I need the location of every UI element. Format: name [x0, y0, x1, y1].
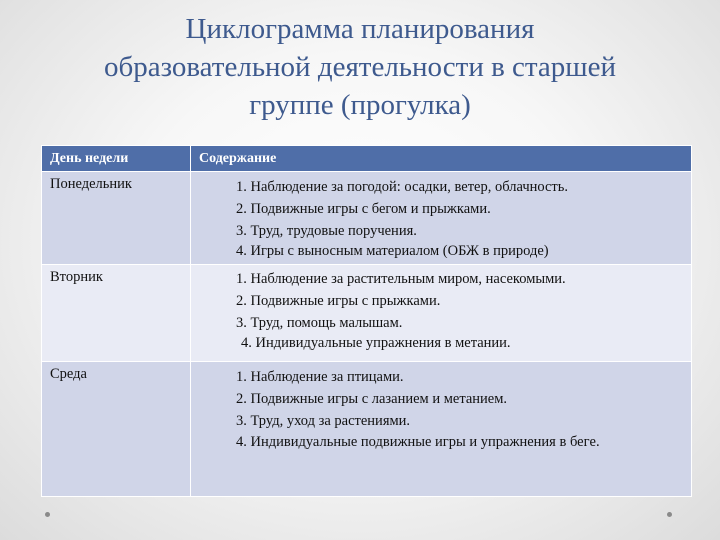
wednesday-item-1: 1. Наблюдение за птицами.: [236, 369, 404, 385]
day-cell-tuesday: Вторник: [42, 265, 191, 362]
decorative-dot-left: [45, 512, 50, 517]
header-content: Содержание: [191, 146, 692, 172]
table-row-monday: [42, 172, 692, 265]
day-cell-wednesday: Среда: [42, 362, 191, 497]
cyclogram-table: [41, 145, 692, 497]
header-day: День недели: [42, 146, 191, 172]
table-row-tuesday: [42, 265, 692, 362]
content-cell-tuesday: [191, 265, 692, 362]
day-cell-monday: Понедельник: [42, 172, 191, 265]
content-cell-monday: [191, 172, 692, 265]
table-header-row: [42, 146, 692, 172]
title-line-3: группе (прогулка): [249, 89, 471, 121]
tuesday-item-3: 3. Труд, помощь малышам.: [236, 315, 403, 331]
wednesday-item-3: 3. Труд, уход за растениями.: [236, 413, 411, 429]
monday-item-1: 1. Наблюдение за погодой: осадки, ветер, облачность.: [236, 179, 568, 195]
slide-title: [20, 10, 700, 124]
wednesday-item-4: 4. Индивидуальные подвижные игры и упражнения в бегe.: [236, 434, 600, 450]
monday-item-3: 3. Труд, трудовые поручения.: [236, 223, 417, 239]
monday-item-4: 4. Игры с выносным материалом (ОБЖ в природе): [236, 243, 549, 259]
title-line-2: образовательной деятельности в старшей: [103, 51, 617, 83]
decorative-dot-right: [667, 512, 672, 517]
wednesday-item-2: 2. Подвижные игры с лазанием и метанием.: [236, 391, 508, 407]
table-row-wednesday: [42, 362, 692, 497]
content-cell-wednesday: [191, 362, 692, 497]
monday-item-2: 2. Подвижные игры с бегом и прыжками.: [236, 201, 491, 217]
tuesday-item-4: 4. Индивидуальные упражнения в метании.: [241, 335, 511, 351]
tuesday-item-2: 2. Подвижные игры с прыжками.: [236, 293, 441, 309]
title-line-1: Циклограмма планирования: [185, 13, 535, 45]
tuesday-item-1: 1. Наблюдение за растительным миром, насекомыми.: [236, 271, 566, 287]
